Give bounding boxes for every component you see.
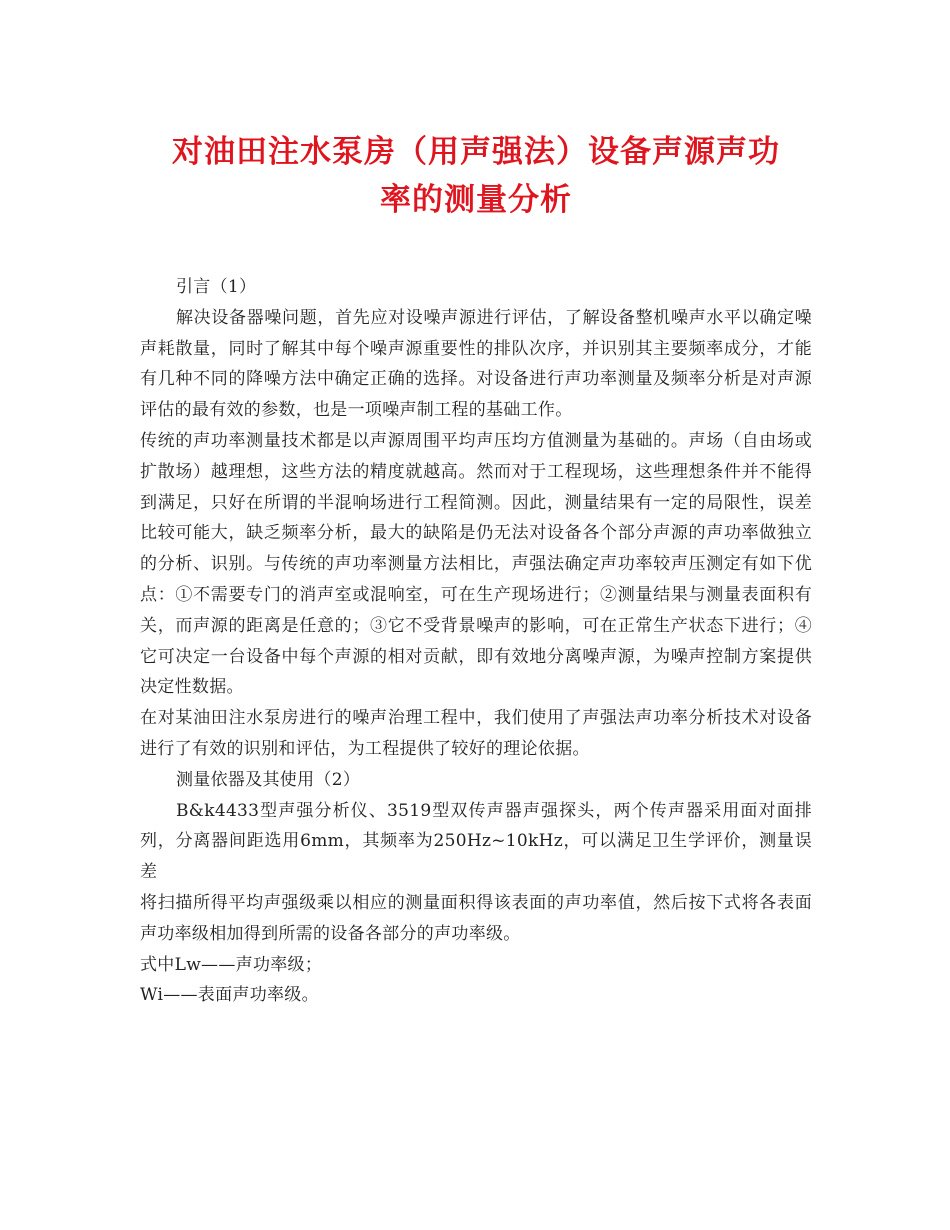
paragraph-noise-source-evaluation: 解决设备器噪问题，首先应对设噪声源进行评估，了解设备整机噪声水平以确定噪声耗散量，同时了解其中每个噪声源重要性的排队次序，并识别其主要频率成分，才能有几种不同的降噪方法中确定正确的选择。对设备进行声功率测量及频率分析是对声源评估的最有效的参数，也是一项噪声制工程的基础工作。	[140, 307, 812, 421]
paragraph-scan-method: 将扫描所得平均声强级乘以相应的测量面积得该表面的声功率值，然后按下式将各表面声功率级相加得到所需的设备各部分的声功率级。	[140, 892, 812, 944]
section-heading-introduction: 引言（1）	[176, 277, 257, 297]
document-title	[140, 128, 812, 224]
paragraph-traditional-methods: 传统的声功率测量技术都是以声源周围平均声压均方值测量为基础的。声场（自由场或扩散场）越理想，这些方法的精度就越高。然而对于工程现场，这些理想条件并不能得到满足，只好在所谓的半混响场进行工程简测。因此，测量结果有一定的局限性，误差比较可能大，缺乏频率分析，最大的缺陷是仍无法对设备各个部分声源的声功率做独立的分析、识别。与传统的声功率测量方法相比，声强法确定声功率较声压测定有如下优点：①不需要专门的消声室或混响室，可在生产现场进行；②测量结果与测量表面积有关，而声源的距离是任意的；③它不受背景噪声的影响，可在正常生产状态下进行；④它可决定一台设备中每个声源的相对贡献，即有效地分离噪声源，为噪声控制方案提供决定性数据。	[140, 430, 812, 698]
paragraph-instrument-setup: B&k4433型声强分析仪、3519型双传声器声强探头，两个传声器采用面对面排列，分离器间距选用6mm，其频率为250Hz~10kHz，可以满足卫生学评价，测量误差	[140, 800, 812, 883]
paragraph-oilfield-project: 在对某油田注水泵房进行的噪声治理工程中，我们使用了声强法声功率分析技术对设备进行了有效的识别和评估，为工程提供了较好的理论依据。	[140, 708, 812, 759]
formula-note-lw: 式中Lw——声功率级；	[140, 954, 323, 975]
title-line-1: 对油田注水泵房（用声强法）设备声源声功	[172, 134, 780, 170]
section-heading-instruments: 测量依器及其使用（2）	[176, 769, 361, 790]
formula-note-wi: Wi——表面声功率级。	[140, 985, 319, 1006]
title-line-2: 率的测量分析	[380, 182, 572, 218]
document-body	[140, 272, 812, 1011]
